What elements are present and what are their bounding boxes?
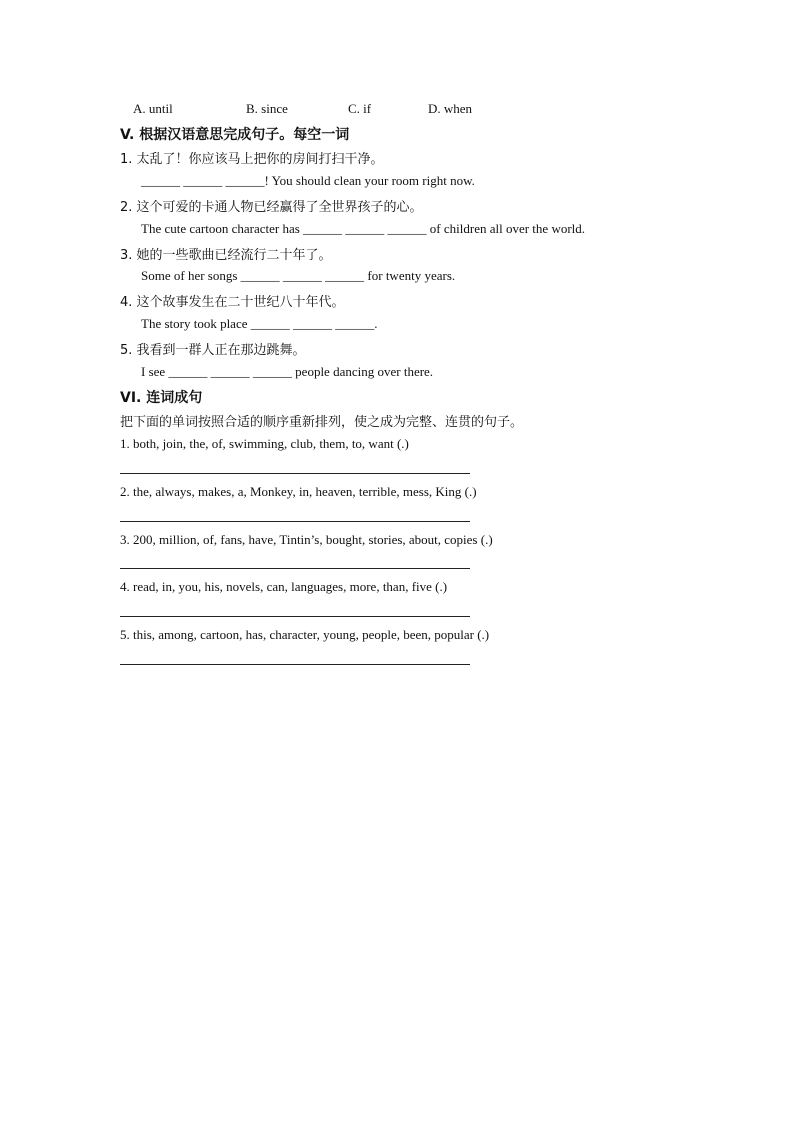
s6-item-5: 5. this, among, cartoon, has, character, young, people, been, popular (.) [120, 627, 490, 642]
s6-item-3: 3. 200, million, of, fans, have, Tintin’s, bought, stories, about, copies (.) [120, 532, 493, 547]
s6-item-1-answer-line [120, 473, 470, 474]
section-6-instruction: 把下面的单词按照合适的顺序重新排列，使之成为完整、连贯的句子。 [120, 415, 524, 430]
s6-item-4-answer-line [120, 616, 470, 617]
section-6-title: VI. 连词成句 [120, 390, 203, 406]
s5-item-1-english: ______ ______ ______! You should clean your room right now. [141, 173, 475, 188]
s6-item-5-answer-line [120, 664, 470, 665]
s6-item-2: 2. the, always, makes, a, Monkey, in, heaven, terrible, mess, King (.) [120, 484, 477, 499]
s5-item-2-english: The cute cartoon character has ______ ______ ______ of children all over the world. [141, 221, 586, 236]
s6-item-1: 1. both, join, the, of, swimming, club, them, to, want (.) [120, 436, 409, 451]
s5-item-3-chinese: 3. 她的一些歌曲已经流行二十年了。 [120, 248, 332, 263]
s6-item-3-answer-line [120, 568, 470, 569]
s5-item-4-chinese: 4. 这个故事发生在二十世纪八十年代。 [120, 295, 345, 310]
s5-item-5-english: I see ______ ______ ______ people dancing over there. [141, 364, 434, 379]
option-b: B. since [246, 101, 288, 116]
s5-item-3-english: Some of her songs ______ ______ ______ for twenty years. [141, 268, 456, 283]
s6-item-2-answer-line [120, 521, 470, 522]
s5-item-5-chinese: 5. 我看到一群人正在那边跳舞。 [120, 343, 306, 358]
option-d: D. when [428, 101, 473, 116]
s6-item-4: 4. read, in, you, his, novels, can, languages, more, than, five (.) [120, 579, 448, 594]
option-c: C. if [348, 101, 372, 116]
section-5-title: V. 根据汉语意思完成句子。每空一词 [120, 127, 350, 143]
s5-item-4-english: The story took place ______ ______ ______. [141, 316, 378, 331]
option-a: A. until [133, 101, 173, 116]
s5-item-2-chinese: 2. 这个可爱的卡通人物已经赢得了全世界孩子的心。 [120, 200, 423, 215]
s5-item-1-chinese: 1. 太乱了！你应该马上把你的房间打扫干净。 [120, 152, 384, 167]
